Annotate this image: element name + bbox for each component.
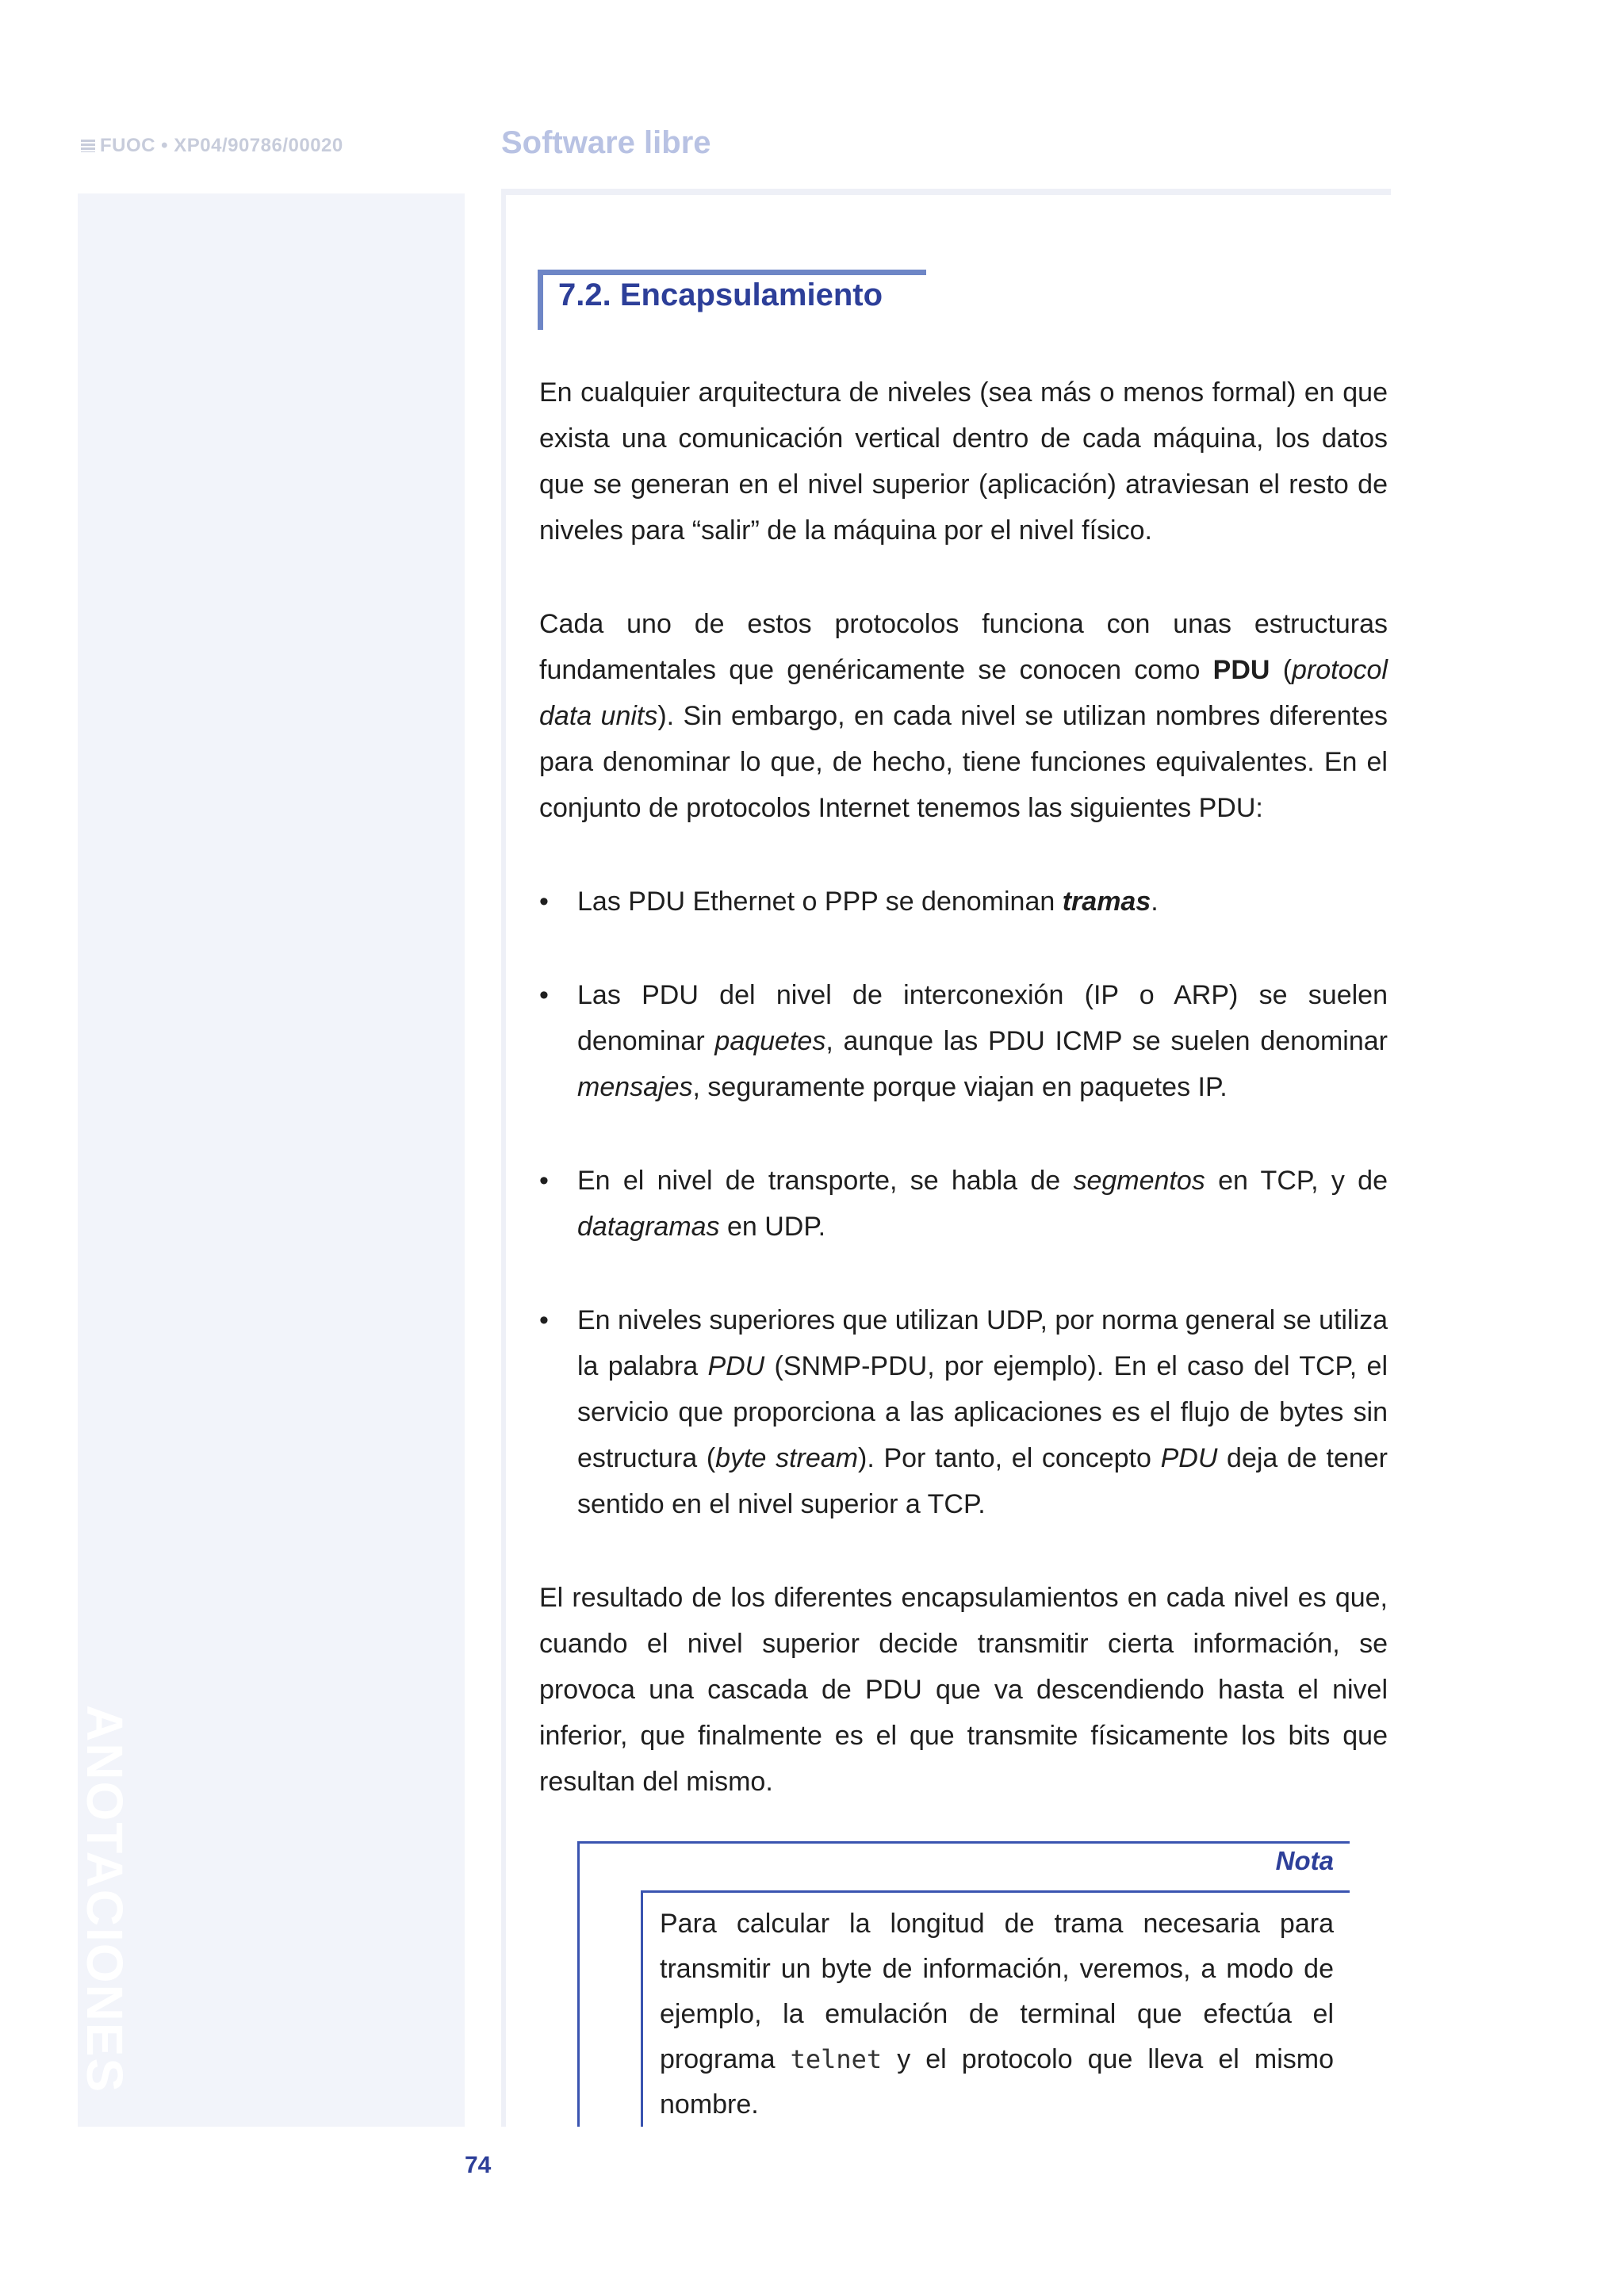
term-pdu: PDU <box>707 1351 765 1381</box>
term-byte-stream: byte stream <box>715 1443 859 1473</box>
annotations-label <box>76 1705 133 2127</box>
bullet-icon: • <box>539 980 549 1010</box>
bullet-icon: • <box>539 1305 549 1335</box>
top-divider <box>501 189 1391 195</box>
term-segmentos: segmentos <box>1073 1166 1205 1196</box>
text-run: en UDP. <box>719 1212 826 1242</box>
text-run: ( <box>1270 655 1293 685</box>
text-run: . <box>1151 887 1159 917</box>
note-inner-rule-top <box>641 1890 1350 1893</box>
text-run: y el protocolo que lleva el mismo nombre. <box>660 2044 1334 2120</box>
term-pdu: PDU <box>1160 1443 1218 1473</box>
text-run: (SNMP-PDU, por ejemplo). En el caso del TCP, el servicio que proporciona a las aplicaciones es el flujo de bytes sin estructura ( <box>577 1351 1388 1473</box>
book-title: Software libre <box>501 125 711 160</box>
term-paquetes: paquetes <box>714 1026 826 1056</box>
annotations-sidebar <box>78 193 465 2127</box>
note-label: Nota <box>1275 1846 1334 1875</box>
term-datagramas: datagramas <box>577 1212 720 1242</box>
text-run: Las PDU Ethernet o PPP se denominan <box>577 887 1063 917</box>
note-text <box>660 1901 1334 2127</box>
main-content <box>539 370 1388 1852</box>
list-item <box>539 972 1388 1110</box>
term-tramas: tramas <box>1062 887 1151 917</box>
paragraph-pdu <box>539 601 1388 831</box>
text-run: , aunque las PDU ICMP se suelen denominar <box>825 1026 1388 1056</box>
text-run: Para calcular la longitud de trama necesaria para transmitir un byte de información, veremos, a modo de ejemplo, la emulación de terminal que efectúa el programa <box>660 1909 1334 2074</box>
note-box <box>577 1841 1350 2127</box>
text-run: Cada uno de estos protocolos funciona con unas estructuras fundamentales que genéricamente se conocen como <box>539 609 1388 685</box>
note-inner-rule-left <box>641 1890 643 2127</box>
page-number: 74 <box>465 2152 492 2178</box>
note-rule-left <box>577 1841 580 2127</box>
left-divider <box>501 195 506 2127</box>
document-identifier <box>81 135 343 157</box>
note-rule-top <box>577 1841 1350 1844</box>
document-identifier-text: FUOC • XP04/90786/00020 <box>100 135 343 156</box>
code-telnet: telnet <box>790 2044 883 2074</box>
text-run: , seguramente porque viajan en paquetes IP. <box>692 1072 1228 1102</box>
annotations-label-text: ANOTACIONES <box>76 1705 133 2094</box>
pdu-list <box>539 879 1388 1527</box>
term-mensajes: mensajes <box>577 1072 693 1102</box>
list-item <box>539 879 1388 925</box>
text-run: En niveles superiores que utilizan UDP, por norma general se utiliza la palabra <box>577 1305 1388 1381</box>
section-title: 7.2. Encapsulamiento <box>558 278 883 312</box>
text-run: En el nivel de transporte, se habla de <box>577 1166 1074 1196</box>
text-run: en TCP, y de <box>1205 1166 1388 1196</box>
list-item <box>539 1297 1388 1527</box>
heading-rule-left <box>538 270 543 330</box>
section-heading <box>538 270 926 330</box>
text-run: ). Sin embargo, en cada nivel se utilizan nombres diferentes para denominar lo que, de hecho, tiene funciones equivalentes. En el conjunto de protocolos Internet tenemos las siguientes PDU: <box>539 701 1388 823</box>
term-pdu: PDU <box>1212 655 1270 685</box>
text-run: ). Por tanto, el concepto <box>858 1443 1161 1473</box>
paragraph-intro: En cualquier arquitectura de niveles (sea más o menos formal) en que exista una comunicación vertical dentro de cada máquina, los datos que se generan en el nivel superior (aplicación) atraviesan el resto de niveles para “salir” de la máquina por el nivel físico. <box>539 377 1388 546</box>
bullet-icon: • <box>539 1166 549 1196</box>
heading-rule-top <box>538 270 926 275</box>
paragraph-result: El resultado de los diferentes encapsulamientos en cada nivel es que, cuando el nivel superior decide transmitir cierta información, se provoca una cascada de PDU que va descendiendo hasta el nivel inferior, que finalmente es el que transmite físicamente los bits que resultan del mismo. <box>539 1583 1388 1797</box>
list-item <box>539 1158 1388 1250</box>
term-protocol-data-units: protocol data units <box>539 655 1388 731</box>
bullet-icon: • <box>539 887 549 917</box>
fuoc-logo-icon <box>81 140 95 152</box>
text-run: deja de tener sentido en el nivel superior a TCP. <box>577 1443 1388 1519</box>
text-run: Las PDU del nivel de interconexión (IP o ARP) se suelen denominar <box>577 980 1388 1056</box>
